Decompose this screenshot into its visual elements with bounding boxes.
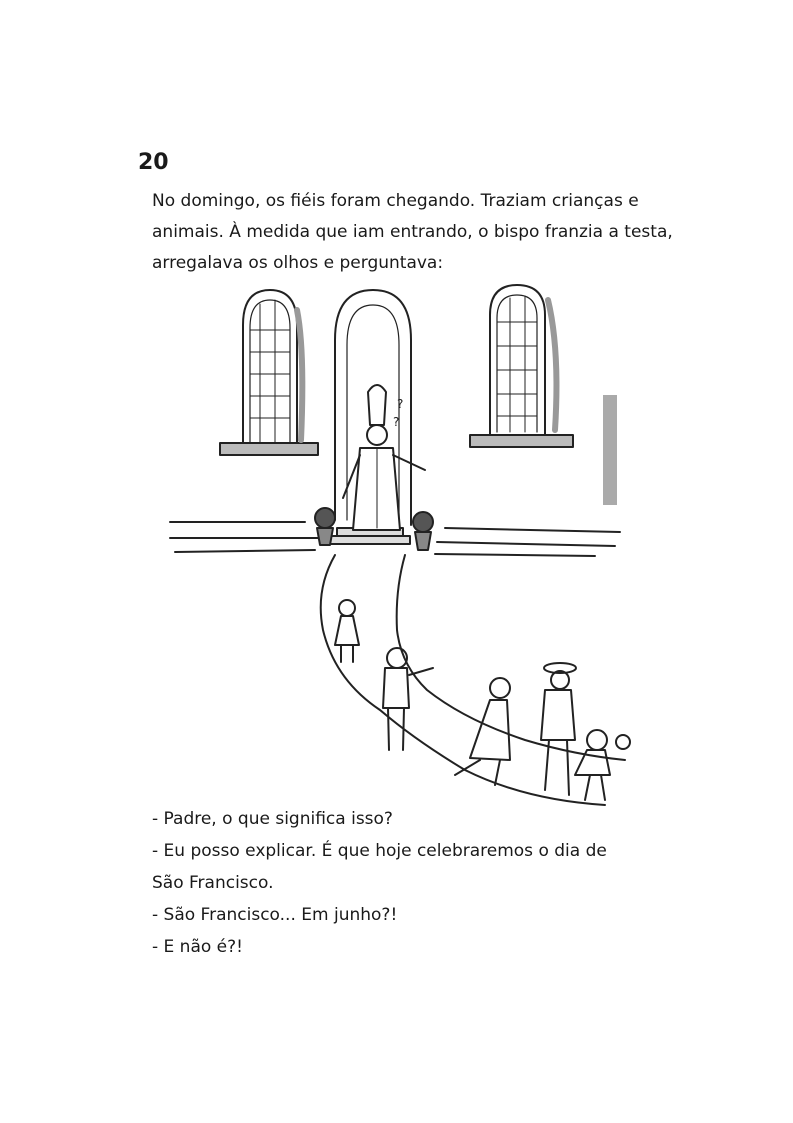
- right-flower-pot: [413, 512, 433, 532]
- footpath: [321, 555, 605, 805]
- man-figure: [541, 663, 576, 795]
- dialogue-line: - São Francisco... Em junho?!: [152, 905, 398, 925]
- girl-figure-1: [335, 600, 359, 662]
- wall-line: [175, 550, 595, 556]
- left-window: [220, 290, 318, 455]
- intro-line: No domingo, os fiéis foram chegando. Traziam crianças e: [152, 191, 639, 211]
- page-number: 20: [138, 150, 169, 175]
- church-illustration: [165, 270, 635, 810]
- dialogue-line: - Padre, o que significa isso?: [152, 809, 393, 829]
- girl-figure-3: [575, 730, 630, 800]
- left-flower-pot: [315, 508, 335, 528]
- footpath: [397, 555, 625, 760]
- intro-paragraph: [152, 186, 673, 279]
- bishop-figure: [343, 385, 425, 530]
- dialogue-line: - E não é?!: [152, 937, 243, 957]
- dialogue-line: - Eu posso explicar. É que hoje celebraremos o dia de: [152, 841, 607, 861]
- dialogue: [152, 803, 652, 963]
- question-mark: ?: [393, 415, 400, 429]
- dialogue-line: São Francisco.: [152, 873, 274, 893]
- intro-line: arregalava os olhos e perguntava:: [152, 253, 444, 273]
- question-mark: ?: [397, 397, 404, 411]
- right-window: [470, 285, 617, 505]
- intro-line: animais. À medida que iam entrando, o bispo franzia a testa,: [152, 222, 673, 242]
